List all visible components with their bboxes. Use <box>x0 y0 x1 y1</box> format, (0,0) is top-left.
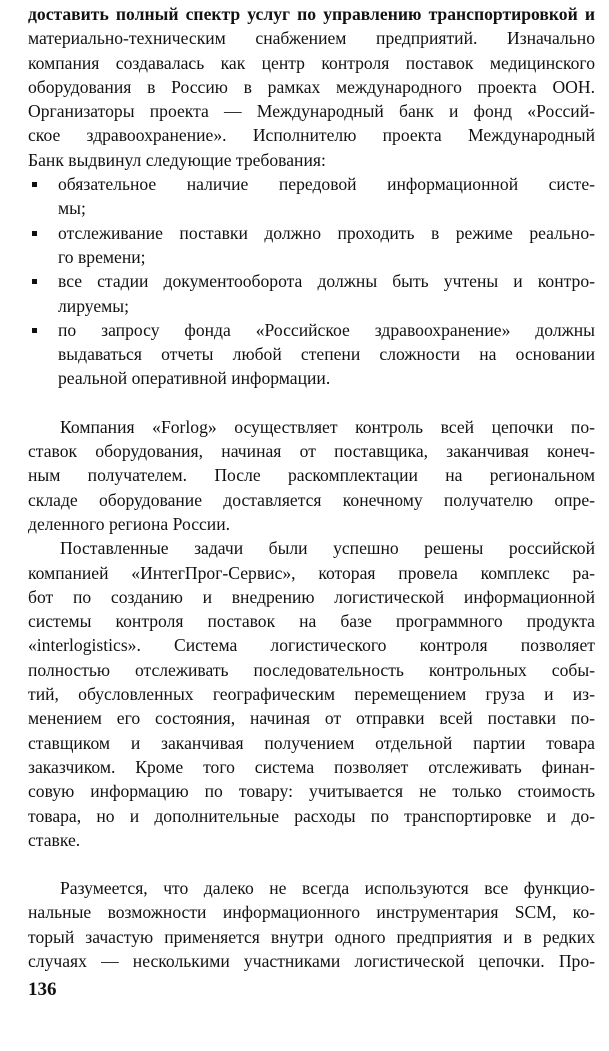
text-line: мы; <box>58 198 86 219</box>
text-line: ское здравоохранение». Исполнителю проекта Международный <box>28 125 595 146</box>
list-item <box>28 172 595 221</box>
text-line: случаях — несколькими участниками логистической цепочки. Про- <box>28 950 595 971</box>
intro-paragraph <box>28 2 595 172</box>
scm-paragraph <box>28 876 595 973</box>
text-line: торый зачастую применяется внутри одного предприятия и в редких <box>28 926 595 947</box>
text-line: выдаваться отчеты любой степени сложности на основании <box>58 344 595 365</box>
text-line: Компания «Forlog» осуществляет контроль всей цепочки по- <box>60 416 595 437</box>
text-line: ным получателем. После раскомплектации на региональном <box>28 465 595 486</box>
text-line: доставить полный спектр услуг по управлению транспортировкой и <box>28 4 595 24</box>
text-line: материально-техническим снабжением предприятий. Изначально <box>28 28 595 49</box>
text-line: тий, обусловленных географическим перемещением груза и из- <box>28 684 595 705</box>
text-line: ставке. <box>28 829 81 850</box>
text-line: отслеживание поставки должно проходить в режиме реально- <box>58 222 595 243</box>
forlog-paragraph <box>28 415 595 536</box>
page-number: 136 <box>28 979 57 1000</box>
intergprog-paragraph <box>28 536 595 852</box>
text-line: компанией «ИнтегПрог-Сервис», которая провела комплекс ра- <box>28 562 595 583</box>
text-line: Банк выдвинул следующие требования: <box>28 149 326 170</box>
text-line: складе оборудование доставляется конечному получателю опре- <box>28 489 595 510</box>
text-line: все стадии документооборота должны быть учтены и контро- <box>58 271 595 292</box>
text-line: менением его состояния, начиная от отправки всей поставки по- <box>28 708 595 729</box>
requirements-list <box>28 172 595 391</box>
text-line: оборудования в Россию в рамках международного проекта ООН. <box>28 76 595 97</box>
text-line: обязательное наличие передовой информационной систе- <box>58 174 595 195</box>
text-line: лируемы; <box>58 295 129 316</box>
text-line: «interlogistics». Система логистического контроля позволяет <box>28 635 595 656</box>
paragraph-gap <box>28 852 595 876</box>
text-line: бот по созданию и внедрению логистической информационной <box>28 586 595 607</box>
text-line: реальной оперативной информации. <box>58 368 331 389</box>
text-line: го времени; <box>58 246 146 267</box>
text-line: заказчиком. Кроме того система позволяет отслеживать финан- <box>28 756 595 777</box>
paragraph-gap <box>28 391 595 415</box>
list-item <box>28 318 595 391</box>
text-line: системы контроля поставок на базе программного продукта <box>28 611 595 632</box>
text-line: нальные возможности информационного инструментария SCM, ко- <box>28 902 595 923</box>
text-line: совую информацию по товару: учитывается не только стоимость <box>28 781 595 802</box>
text-line: полностью отслеживать последовательность контрольных собы- <box>28 659 595 680</box>
list-item <box>28 221 595 270</box>
text-line: Разумеется, что далеко не всегда используются все функцио- <box>60 878 595 899</box>
text-line: ставок оборудования, начиная от поставщика, заканчивая конеч- <box>28 441 595 462</box>
list-item <box>28 269 595 318</box>
text-line: ставщиком и заканчивая получением отдельной партии товара <box>28 732 595 753</box>
text-line: по запросу фонда «Российское здравоохранение» должны <box>58 319 595 340</box>
text-line: компания создавалась как центр контроля поставок медицинского <box>28 52 595 73</box>
text-line: товара, но и дополнительные расходы по транспортировке и до- <box>28 805 595 826</box>
text-line: Поставленные задачи были успешно решены российской <box>60 538 595 559</box>
text-line: Организаторы проекта — Международный банк и фонд «Россий- <box>28 101 595 122</box>
text-line: деленного региона России. <box>28 513 231 534</box>
